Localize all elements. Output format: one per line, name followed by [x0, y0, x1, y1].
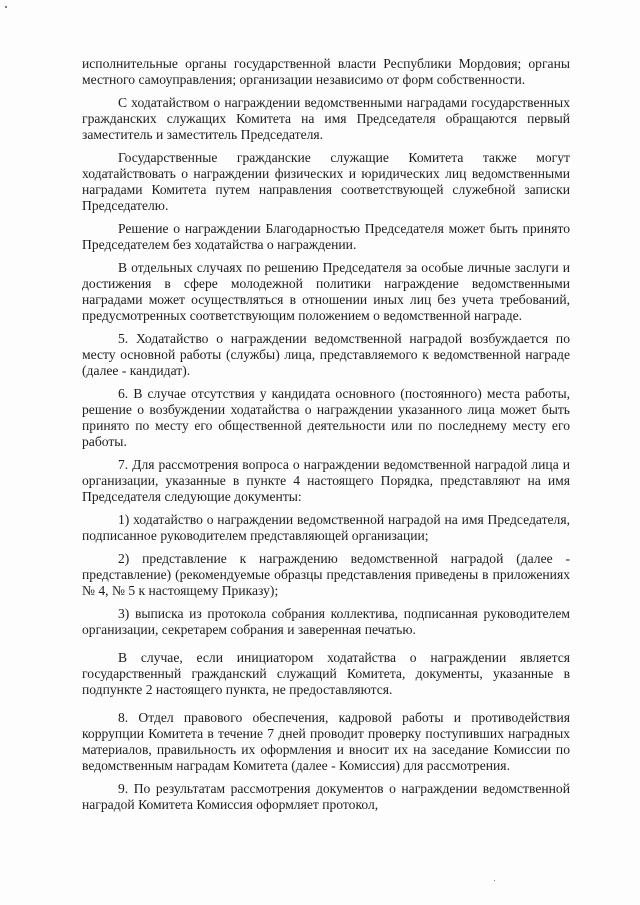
scan-speck — [494, 880, 495, 881]
paragraph: Решение о награждении Благодарностью Председателя может быть принято Председателем без ходатайства о награждении. — [82, 221, 570, 252]
paragraph: Государственные гражданские служащие Комитета также могут ходатайствовать о награждении физических и юридических лиц ведомственными наградами Комитета путем направления соответствующей служебной записки Председателю. — [82, 150, 570, 213]
paragraph-item-5: 5. Ходатайство о награждении ведомственной наградой возбуждается по месту основной работы (службы) лица, представляемого к ведомственной награде (далее - кандидат). — [82, 331, 570, 378]
paragraph: исполнительные органы государственной власти Республики Мордовия; органы местного самоуправления; организации независимо от форм собственности. — [82, 56, 570, 87]
paragraph-item-8: 8. Отдел правового обеспечения, кадровой работы и противодействия коррупции Комитета в течение 7 дней проводит проверку поступивших наградных материалов, правильность их оформления и вносит их на заседание Комиссии по ведомственным наградам Комитета (далее - Комиссия) для рассмотрения. — [82, 710, 570, 773]
paragraph: В случае, если инициатором ходатайства о награждении является государственный гражданский служащий Комитета, документы, указанные в подпункте 2 настоящего пункта, не предоставляются. — [82, 650, 570, 697]
paragraph-item-6: 6. В случае отсутствия у кандидата основного (постоянного) места работы, решение о возбуждении ходатайства о награждении указанного лица может быть принято по месту его общественной деятельности или по последнему месту его работы. — [82, 386, 570, 449]
document-body — [82, 56, 570, 813]
subitem-2: 2) представление к награждению ведомственной наградой (далее - представление) (рекомендуемые образцы представления приведены в приложениях № 4, № 5 к настоящему Приказу); — [82, 551, 570, 598]
scan-speck — [5, 6, 7, 8]
paragraph: С ходатайством о награждении ведомственными наградами государственных гражданских служащих Комитета на имя Председателя обращаются первый заместитель и заместитель Председателя. — [82, 95, 570, 142]
paragraph: В отдельных случаях по решению Председателя за особые личные заслуги и достижения в сфере молодежной политики награждение ведомственными наградами может осуществляться в отношении иных лиц без учета требований, предусмотренных соответствующим положением о ведомственной награде. — [82, 260, 570, 323]
subitem-3: 3) выписка из протокола собрания коллектива, подписанная руководителем организации, секретарем собрания и заверенная печатью. — [82, 606, 570, 637]
paragraph-item-9: 9. По результатам рассмотрения документов о награждении ведомственной наградой Комитета Комиссия оформляет протокол, — [82, 781, 570, 812]
paragraph-item-7: 7. Для рассмотрения вопроса о награждении ведомственной наградой лица и организации, указанные в пункте 4 настоящего Порядка, представляют на имя Председателя следующие документы: — [82, 457, 570, 504]
subitem-1: 1) ходатайство о награждении ведомственной наградой на имя Председателя, подписанное руководителем представляющей организации; — [82, 512, 570, 543]
